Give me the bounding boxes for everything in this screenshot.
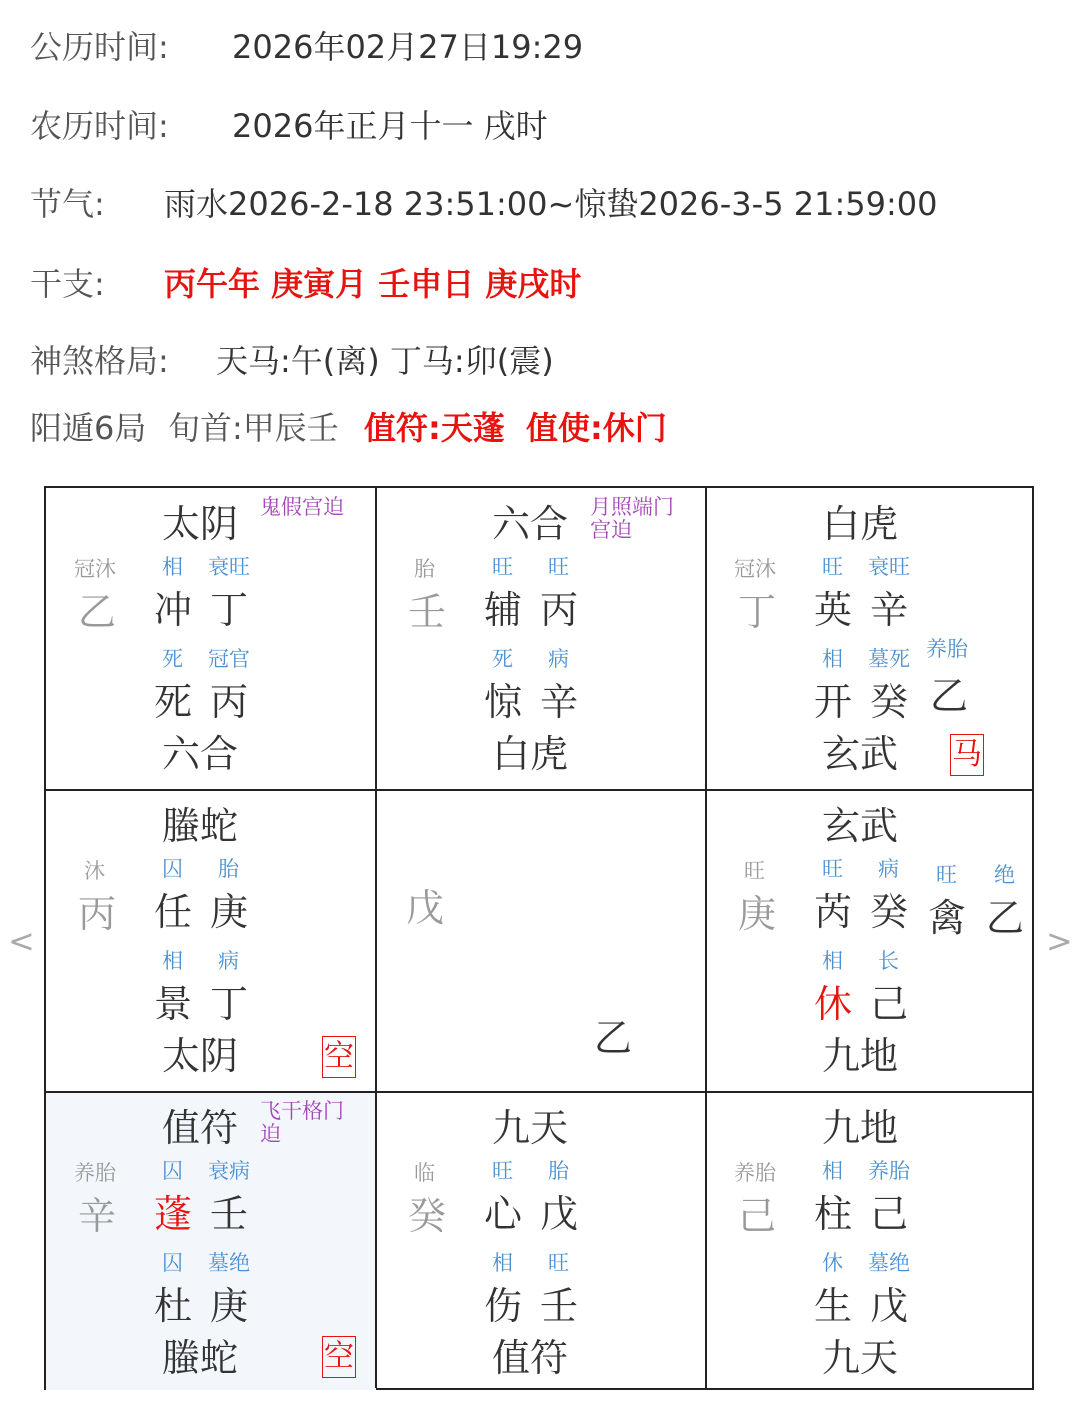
heaven-stem: 戊 (540, 1192, 579, 1236)
palace-stage: 沐 (84, 859, 105, 883)
palace-stage: 旺 (744, 859, 765, 883)
palace-note: 月照端门宫迫 (590, 495, 674, 542)
palace-god: 值符 (162, 1106, 239, 1150)
heaven-stem: 丁 (210, 588, 249, 632)
shensha-label: 神煞格局: (30, 342, 169, 380)
xunshou-label: 旬首:甲辰壬 (168, 409, 339, 447)
palace-left-stem: 辛 (78, 1194, 117, 1238)
palace-stage: 冠沐 (74, 557, 116, 581)
earth-stem-state: 长 (878, 949, 899, 973)
palace-bottom-god: 九地 (822, 1034, 899, 1078)
heaven-stem: 癸 (870, 890, 909, 934)
palace-stage: 胎 (414, 557, 435, 581)
palace-door: 景 (154, 982, 193, 1026)
palace-left-stem: 乙 (78, 590, 117, 634)
door-state: 相 (822, 949, 843, 973)
earth-stem-state: 病 (218, 949, 239, 973)
grid-divider (705, 488, 707, 1388)
palace-left-stem: 癸 (408, 1194, 447, 1238)
extra-star: 禽 (928, 896, 967, 940)
door-state: 囚 (162, 1251, 183, 1275)
door-state: 相 (162, 949, 183, 973)
palace-star: 英 (814, 588, 853, 632)
ju-label: 阳遁6局 (30, 409, 147, 447)
heaven-stem: 辛 (870, 588, 909, 632)
heaven-stem: 己 (870, 1192, 909, 1236)
palace-bottom-god: 六合 (162, 732, 239, 776)
earth-stem: 癸 (870, 680, 909, 724)
door-state: 休 (822, 1251, 843, 1275)
grid-divider (46, 1091, 1032, 1093)
ganzhi-value: 丙午年 庚寅月 壬申日 庚戌时 (164, 265, 582, 303)
palace-door: 休 (814, 982, 853, 1026)
earth-stem: 戊 (870, 1284, 909, 1328)
earth-stem-state: 墓绝 (868, 1251, 910, 1275)
earth-stem: 丙 (210, 680, 249, 724)
palace-bottom-god: 九天 (822, 1336, 899, 1380)
lunar-time-label: 农历时间: (30, 107, 169, 145)
palace-bottom-right[interactable] (706, 1092, 1036, 1390)
extra-stem-state: 养胎 (926, 637, 968, 661)
palace-star: 辅 (484, 588, 523, 632)
heaven-stem: 丙 (540, 588, 579, 632)
heaven-stem-state: 胎 (548, 1159, 569, 1183)
void-mark: 空 (322, 1336, 356, 1378)
extra-stem-state: 绝 (994, 863, 1015, 887)
star-state: 旺 (822, 555, 843, 579)
heaven-stem-state: 衰旺 (868, 555, 910, 579)
palace-bottom-god: 白虎 (492, 732, 569, 776)
star-state: 旺 (492, 555, 513, 579)
palace-left-stem: 丙 (78, 892, 117, 936)
ganzhi-label: 干支: (30, 265, 105, 303)
palace-stage: 养胎 (74, 1161, 116, 1185)
void-mark: 空 (322, 1036, 356, 1078)
next-arrow-icon[interactable]: > (1046, 922, 1073, 960)
palace-god: 六合 (492, 502, 569, 546)
palace-left-stem: 庚 (738, 892, 777, 936)
palace-stage: 冠沐 (734, 557, 776, 581)
palace-star: 心 (484, 1192, 523, 1236)
solar-term-label: 节气: (30, 185, 105, 223)
palace-bottom-mid[interactable] (376, 1092, 706, 1390)
palace-note: 鬼假宫迫 (260, 495, 344, 519)
palace-bottom-god: 值符 (492, 1336, 569, 1380)
palace-top-mid[interactable] (376, 488, 706, 789)
earth-stem-state: 墓死 (868, 647, 910, 671)
heaven-stem-state: 旺 (548, 555, 569, 579)
grid-divider (375, 488, 377, 1388)
palace-mid-left[interactable] (46, 790, 376, 1091)
earth-stem: 庚 (210, 1284, 249, 1328)
palace-door: 伤 (484, 1284, 523, 1328)
extra-star-state: 旺 (936, 863, 957, 887)
palace-star: 芮 (814, 890, 853, 934)
palace-god: 九地 (822, 1106, 899, 1150)
palace-god: 玄武 (822, 804, 899, 848)
palace-door: 生 (814, 1284, 853, 1328)
palace-star: 蓬 (154, 1192, 193, 1236)
palace-stage: 养胎 (734, 1161, 776, 1185)
heaven-stem-state: 衰病 (208, 1159, 250, 1183)
extra-stem: 乙 (986, 896, 1025, 940)
palace-door: 杜 (154, 1284, 193, 1328)
palace-door: 惊 (484, 680, 523, 724)
palace-bottom-left[interactable] (46, 1092, 376, 1390)
extra-stem: 乙 (930, 674, 969, 718)
palace-god: 九天 (492, 1106, 569, 1150)
palace-stage: 临 (414, 1161, 435, 1185)
earth-stem: 丁 (210, 982, 249, 1026)
zhishi-label: 值使:休门 (526, 409, 667, 447)
heaven-stem-state: 胎 (218, 857, 239, 881)
palace-star: 任 (154, 890, 193, 934)
palace-god: 太阴 (162, 502, 239, 546)
earth-stem: 壬 (540, 1284, 579, 1328)
horse-mark: 马 (950, 734, 984, 776)
door-state: 相 (822, 647, 843, 671)
shensha-value: 天马:午(离) 丁马:卯(震) (216, 342, 554, 380)
palace-note: 飞干格门迫 (260, 1099, 344, 1146)
heaven-stem-state: 病 (878, 857, 899, 881)
star-state: 旺 (822, 857, 843, 881)
earth-stem-state: 墓绝 (208, 1251, 250, 1275)
palace-mid-right[interactable] (706, 790, 1036, 1091)
heaven-stem-state: 衰旺 (208, 555, 250, 579)
star-state: 旺 (492, 1159, 513, 1183)
heaven-stem-state: 养胎 (868, 1159, 910, 1183)
earth-stem-state: 旺 (548, 1251, 569, 1275)
heaven-stem: 壬 (210, 1192, 249, 1236)
zhifu-label: 值符:天蓬 (364, 409, 505, 447)
palace-bottom-god: 太阴 (162, 1034, 239, 1078)
palace-left-stem: 己 (738, 1194, 777, 1238)
palace-door: 开 (814, 680, 853, 724)
earth-stem: 己 (870, 982, 909, 1026)
door-state: 相 (492, 1251, 513, 1275)
star-state: 囚 (162, 857, 183, 881)
palace-god: 白虎 (822, 502, 899, 546)
star-state: 相 (822, 1159, 843, 1183)
grid-divider (46, 789, 1032, 791)
solar-time-label: 公历时间: (30, 28, 169, 66)
palace-left-stem: 丁 (738, 590, 777, 634)
heaven-stem: 庚 (210, 890, 249, 934)
center-bottom-stem: 乙 (594, 1016, 633, 1060)
star-state: 相 (162, 555, 183, 579)
earth-stem-state: 病 (548, 647, 569, 671)
qimen-chart-grid (44, 486, 1034, 1390)
earth-stem: 辛 (540, 680, 579, 724)
palace-star: 冲 (154, 588, 193, 632)
solar-term-value: 雨水2026-2-18 23:51:00~惊蛰2026-3-5 21:59:00 (164, 185, 938, 223)
earth-stem-state: 冠官 (208, 647, 250, 671)
palace-top-left[interactable] (46, 488, 376, 789)
palace-top-right[interactable] (706, 488, 1036, 789)
door-state: 死 (492, 647, 513, 671)
palace-bottom-god: 玄武 (822, 732, 899, 776)
palace-center[interactable] (376, 790, 706, 1091)
palace-left-stem: 壬 (408, 590, 447, 634)
lunar-time-value: 2026年正月十一 戌时 (232, 107, 548, 145)
center-top-stem: 戊 (406, 886, 445, 930)
palace-god: 螣蛇 (162, 804, 239, 848)
palace-bottom-god: 螣蛇 (162, 1336, 239, 1380)
star-state: 囚 (162, 1159, 183, 1183)
palace-door: 死 (154, 680, 193, 724)
prev-arrow-icon[interactable]: < (8, 922, 35, 960)
solar-time-value: 2026年02月27日19:29 (232, 28, 584, 66)
palace-star: 柱 (814, 1192, 853, 1236)
door-state: 死 (162, 647, 183, 671)
